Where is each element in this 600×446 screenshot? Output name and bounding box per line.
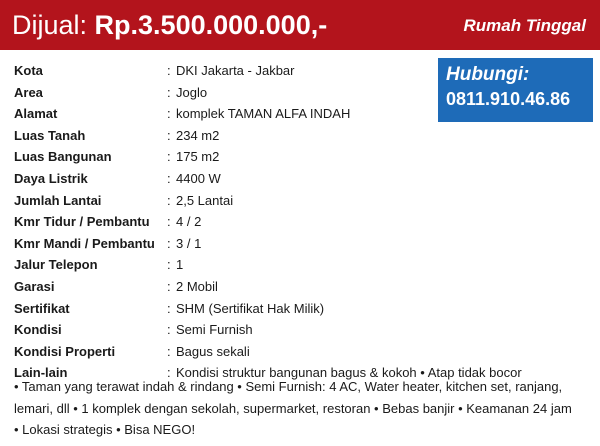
spec-value: Joglo (176, 84, 208, 100)
spec-row (14, 168, 444, 190)
spec-value: 2 Mobil (176, 278, 218, 294)
spec-row (14, 103, 444, 125)
spec-key: Kmr Mandi / Pembantu (14, 235, 155, 251)
contact-box (438, 58, 593, 122)
spec-value: 2,5 Lantai (176, 192, 234, 208)
notes-line: • Lokasi strategis • Bisa NEGO! (14, 422, 196, 438)
price-value: Rp.3.500.000.000,- (94, 10, 328, 40)
spec-value: komplek TAMAN ALFA INDAH (176, 106, 351, 122)
spec-key: Luas Bangunan (14, 149, 112, 165)
spec-value: SHM (Sertifikat Hak Milik) (176, 300, 325, 316)
spec-key: Jumlah Lantai (14, 192, 102, 208)
spec-value: 175 m2 (176, 149, 220, 165)
spec-separator: : (167, 170, 171, 186)
spec-key: Luas Tanah (14, 127, 86, 143)
spec-separator: : (167, 257, 171, 273)
contact-phone[interactable]: 0811.910.46.86 (446, 89, 571, 109)
spec-key: Kondisi Properti (14, 343, 116, 359)
spec-key: Jalur Telepon (14, 257, 98, 273)
spec-value: Bagus sekali (176, 343, 250, 359)
spec-key: Garasi (14, 278, 55, 294)
spec-separator: : (167, 365, 171, 381)
price-heading (12, 9, 327, 41)
spec-key: Kota (14, 63, 43, 78)
spec-key: Kmr Tidur / Pembantu (14, 214, 150, 230)
spec-value: 1 (176, 257, 184, 273)
contact-label: Hubungi: (446, 64, 530, 85)
spec-value: DKI Jakarta - Jakbar (176, 63, 295, 78)
spec-key: Alamat (14, 106, 58, 122)
spec-separator: : (167, 127, 171, 143)
notes-paragraph (14, 376, 590, 441)
spec-row (14, 319, 444, 341)
spec-value: Semi Furnish (176, 322, 253, 338)
spec-separator: : (167, 63, 171, 78)
spec-row (14, 276, 444, 298)
spec-value: 234 m2 (176, 127, 220, 143)
spec-separator: : (167, 106, 171, 122)
spec-row (14, 298, 444, 320)
spec-value: 4 / 2 (176, 214, 202, 230)
spec-separator: : (167, 192, 171, 208)
notes-line: • Taman yang terawat indah & rindang • Semi Furnish: 4 AC, Water heater, kitchen set, ranjang, (14, 379, 563, 394)
spec-separator: : (167, 214, 171, 230)
spec-value: 4400 W (176, 170, 221, 186)
spec-separator: : (167, 235, 171, 251)
spec-key: Kondisi (14, 322, 62, 338)
notes-line: lemari, dll • 1 komplek dengan sekolah, supermarket, restoran • Bebas banjir • Keamanan 24 jam (14, 400, 572, 416)
spec-separator: : (167, 149, 171, 165)
spec-row (14, 82, 444, 104)
spec-row (14, 60, 444, 82)
spec-separator: : (167, 278, 171, 294)
spec-row (14, 125, 444, 147)
spec-row (14, 254, 444, 276)
property-type: Rumah Tinggal (463, 16, 586, 35)
spec-value: Kondisi struktur bangunan bagus & kokoh • Atap tidak bocor (176, 365, 522, 381)
spec-key: Daya Listrik (14, 170, 88, 186)
listing-header (0, 0, 600, 50)
spec-separator: : (167, 322, 171, 338)
spec-key: Area (14, 84, 43, 100)
spec-value: 3 / 1 (176, 235, 202, 251)
price-label: Dijual: (12, 10, 88, 40)
spec-separator: : (167, 84, 171, 100)
spec-row (14, 341, 444, 363)
spec-row (14, 233, 444, 255)
spec-row (14, 211, 444, 233)
spec-key: Lain-lain (14, 365, 68, 381)
spec-key: Sertifikat (14, 300, 70, 316)
spec-separator: : (167, 343, 171, 359)
spec-separator: : (167, 300, 171, 316)
spec-row (14, 190, 444, 212)
spec-row (14, 146, 444, 168)
